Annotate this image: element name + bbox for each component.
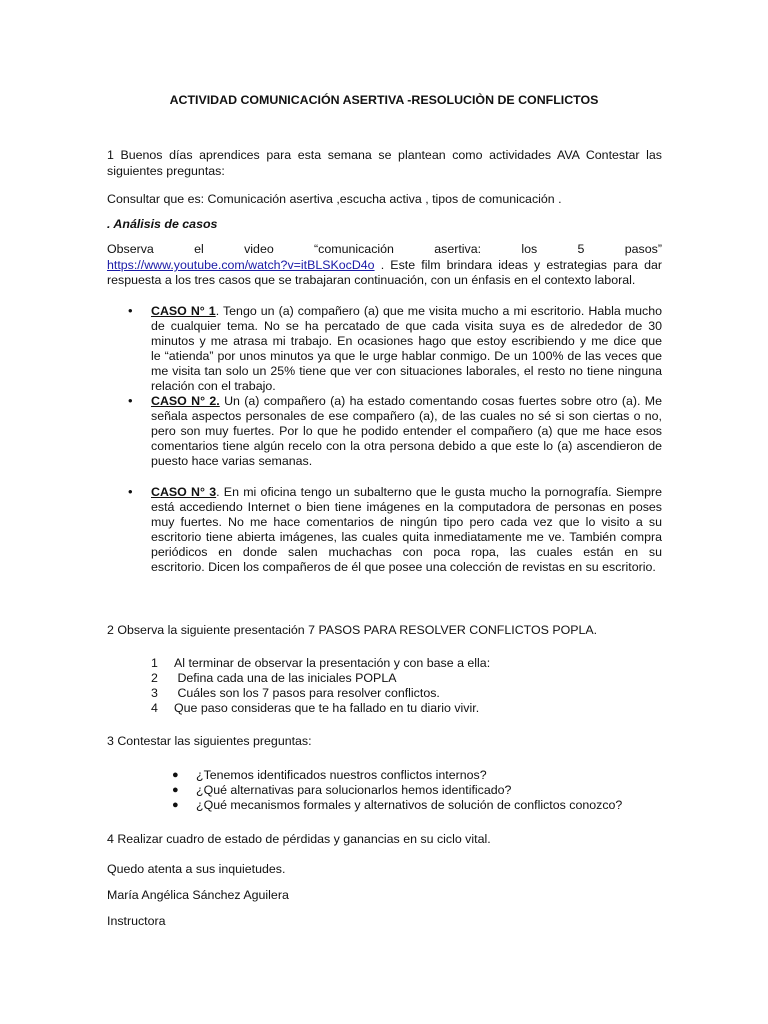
youtube-link[interactable]: https://www.youtube.com/watch?v=itBLSKocD4o — [107, 258, 375, 272]
bullet-icon: ● — [172, 769, 179, 781]
case-1-line: relación con el trabajo. — [151, 379, 276, 393]
case-1 — [151, 304, 662, 394]
section-3-heading: 3 Contestar las siguientes preguntas: — [107, 734, 312, 748]
case-1-label: CASO N° 1 — [151, 304, 216, 318]
question-item: ¿Qué alternativas para solucionarlos hemos identificado? — [196, 783, 512, 797]
bullet-icon: ● — [172, 784, 179, 796]
bullet-icon: • — [128, 303, 133, 318]
case-3-line: escritorio tiene abierta imágenes, las cuales quita inmediatamente me ve. También compra — [151, 530, 662, 544]
closing-text: Quedo atenta a sus inquietudes. — [107, 862, 286, 876]
case-1-line: de cualquier tema. No se ha percatado de que cada visita suya es de alrededor de 30 — [151, 319, 662, 333]
observa-word: pasos” — [624, 242, 662, 256]
observa-word: el — [194, 242, 204, 256]
case-2-line: pero son muy fuertes. Por lo que he podido entender el compañero (a) que me hace esos — [151, 424, 662, 438]
observa-line-3: respuesta a los tres casos que se trabajaran continuación, con un énfasis en el contexto laboral. — [107, 273, 636, 287]
case-2-label: CASO N° 2. — [151, 394, 220, 408]
signature-role: Instructora — [107, 914, 166, 928]
analisis-heading: . Análisis de casos — [107, 217, 218, 231]
document-title: ACTIVIDAD COMUNICACIÓN ASERTIVA -RESOLUCIÒN DE CONFLICTOS — [169, 93, 599, 107]
case-3-line: periódicos en donde salen muchachas con poca ropa, las cuales están en su — [151, 545, 662, 559]
case-1-line: me visita tan solo un 25% tiene que ver con situaciones laborales, el resto no tiene ninguna — [151, 364, 662, 378]
section-4-text: 4 Realizar cuadro de estado de pérdidas y ganancias en su ciclo vital. — [107, 832, 491, 846]
case-2-line: señala aspectos personales de ese compañero (a), de las cuales no sé si son ciertas o no, — [151, 409, 662, 423]
case-2-line: puesto hace varias semanas. — [151, 454, 313, 468]
case-1-line: le “atienda” por unos minutos ya que le urge hablar conmigo. De un 100% de las veces que — [151, 349, 662, 363]
case-3 — [151, 485, 662, 575]
observa-link-line — [107, 258, 662, 273]
list-item: 2 Defina cada una de las iniciales POPLA — [151, 671, 397, 685]
case-3-line: escritorio. Dicen los compañeros de él que posee una colección de revistas en su escritorio. — [151, 560, 656, 574]
observa-after-link: . Este film brindara ideas y estrategias para dar — [374, 258, 662, 272]
observa-word: “comunicación — [314, 242, 394, 256]
section-2-heading: 2 Observa la siguiente presentación 7 PASOS PARA RESOLVER CONFLICTOS POPLA. — [107, 623, 598, 637]
observa-word: Observa — [107, 242, 154, 256]
observa-word: video — [244, 242, 274, 256]
consultar-text: Consultar que es: Comunicación asertiva ,escucha activa , tipos de comunicación . — [107, 192, 562, 206]
intro-line-1: 1 Buenos días aprendices para esta semana se plantean como actividades AVA Contestar las — [107, 148, 662, 162]
case-3-line: muy fuertes. No me hace comentarios de ningún tipo pero cada vez que lo visito a su — [151, 515, 662, 529]
bullet-icon: ● — [172, 799, 179, 811]
list-item: 1 Al terminar de observar la presentación y con base a ella: — [151, 656, 491, 670]
intro-line-2: siguientes preguntas: — [107, 164, 225, 178]
case-3-line: está accediendo Internet o bien tiene imágenes en la computadora de personas en poses — [151, 500, 662, 514]
case-2-line: comentarios tiene algún recelo con la otra persona debido a que este lo (a) ascendieron de — [151, 439, 662, 453]
bullet-icon: • — [128, 393, 133, 408]
case-2-line: CASO N° 2. Un (a) compañero (a) ha estado comentando cosas fuertes sobre otro (a). Me — [151, 394, 662, 408]
signature-name: María Angélica Sánchez Aguilera — [107, 888, 289, 902]
bullet-icon: • — [128, 484, 133, 499]
case-2 — [151, 394, 662, 469]
case-1-line: minutos y me atrasa mi trabajo. En ocasiones hago que estoy escribiendo y me dice que — [151, 334, 662, 348]
observa-word: 5 — [577, 242, 585, 256]
question-item: ¿Qué mecanismos formales y alternativos de solución de conflictos conozco? — [196, 798, 623, 812]
case-3-label: CASO N° 3 — [151, 485, 217, 499]
list-item: 4 Que paso consideras que te ha fallado en tu diario vivir. — [151, 701, 480, 715]
question-item: ¿Tenemos identificados nuestros conflictos internos? — [196, 768, 487, 782]
case-3-line: CASO N° 3. En mi oficina tengo un subalterno que le gusta mucho la pornografía. Siempre — [151, 485, 662, 499]
case-1-line: CASO N° 1. Tengo un (a) compañero (a) que me visita mucho a mi escritorio. Habla mucho — [151, 304, 662, 318]
list-item: 3 Cuáles son los 7 pasos para resolver conflictos. — [151, 686, 440, 700]
observa-word: los — [521, 242, 538, 256]
observa-word: asertiva: — [434, 242, 482, 256]
observa-line — [107, 242, 662, 257]
